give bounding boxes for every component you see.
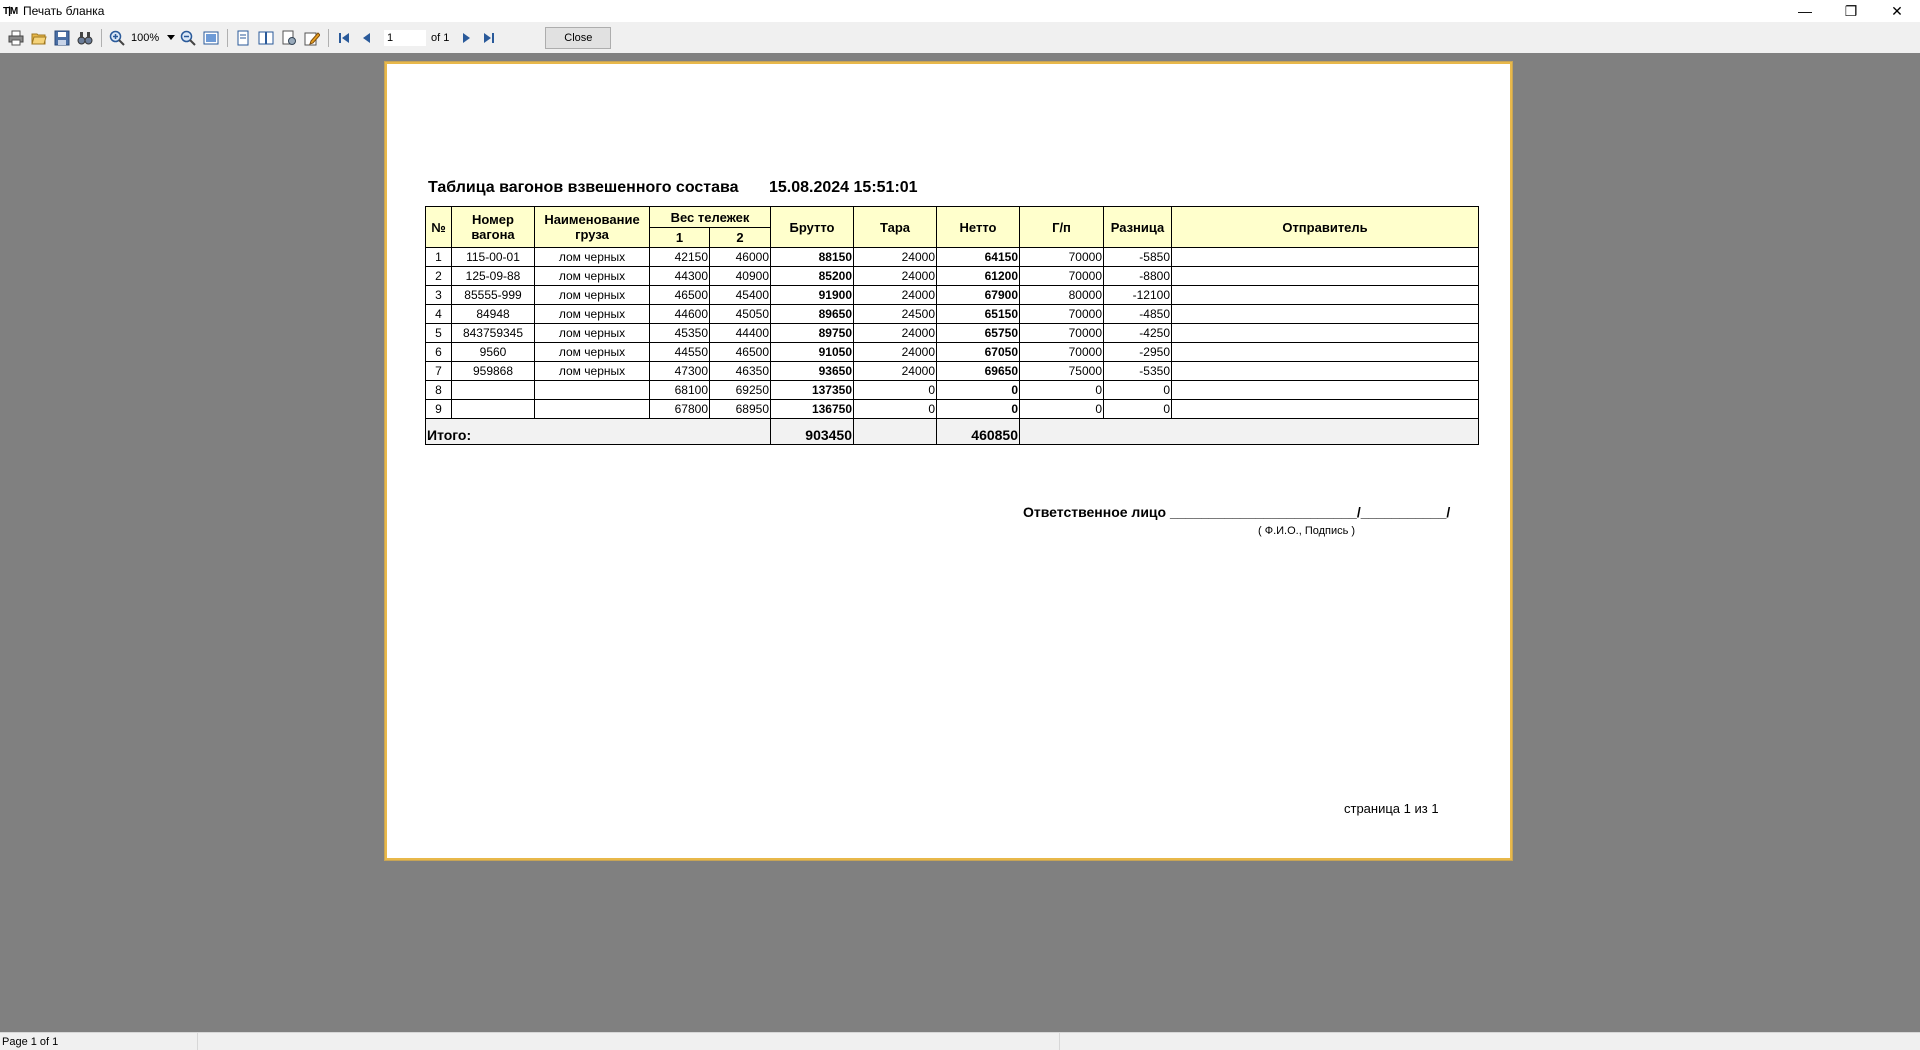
cell-diff: -5350	[1104, 362, 1172, 381]
minimize-button[interactable]: —	[1798, 3, 1812, 19]
table-row	[426, 267, 1479, 286]
cell-cargo: лом черных	[535, 362, 650, 381]
cell-tare: 24000	[854, 362, 937, 381]
cell-net: 61200	[937, 267, 1020, 286]
window-controls	[1782, 0, 1920, 22]
cell-sender	[1172, 305, 1479, 324]
cell-bogie-2: 44400	[710, 324, 771, 343]
app-icon: Т|М	[3, 5, 18, 17]
cell-gp: 0	[1020, 400, 1104, 419]
edit-pencil-icon	[304, 30, 320, 46]
page-setup-button[interactable]	[278, 27, 300, 49]
zoom-out-button[interactable]	[177, 27, 199, 49]
cell-net: 0	[937, 381, 1020, 400]
cell-tare: 24000	[854, 324, 937, 343]
cell-cargo: лом черных	[535, 267, 650, 286]
cell-sender	[1172, 286, 1479, 305]
cell-wagon: 125-09-88	[452, 267, 535, 286]
header-gross: Брутто	[771, 207, 854, 248]
first-page-button[interactable]	[333, 27, 355, 49]
cell-wagon: 85555-999	[452, 286, 535, 305]
next-page-icon	[458, 30, 474, 46]
cell-bogie-2: 45400	[710, 286, 771, 305]
header-bogie-2: 2	[710, 228, 771, 248]
cell-bogie-2: 68950	[710, 400, 771, 419]
cell-diff: 0	[1104, 400, 1172, 419]
cell-net: 64150	[937, 248, 1020, 267]
cell-net: 0	[937, 400, 1020, 419]
cell-diff: -5850	[1104, 248, 1172, 267]
header-cargo: Наименование груза	[535, 207, 650, 248]
cell-tare: 24500	[854, 305, 937, 324]
total-net: 460850	[937, 419, 1020, 445]
cell-gross: 85200	[771, 267, 854, 286]
find-button[interactable]	[74, 27, 96, 49]
cell-bogie-1: 42150	[650, 248, 710, 267]
cell-num: 3	[426, 286, 452, 305]
cell-num: 1	[426, 248, 452, 267]
folder-open-icon	[31, 30, 47, 46]
title-bar	[0, 0, 1920, 22]
page-number-input[interactable]	[383, 29, 427, 47]
toolbar-separator	[101, 29, 102, 47]
cell-sender	[1172, 381, 1479, 400]
cell-bogie-1: 67800	[650, 400, 710, 419]
cell-bogie-2: 46500	[710, 343, 771, 362]
table-row	[426, 343, 1479, 362]
full-screen-button[interactable]	[200, 27, 222, 49]
header-bogie-1: 1	[650, 228, 710, 248]
printer-icon	[8, 30, 24, 46]
cell-wagon: 9560	[452, 343, 535, 362]
report-title: Таблица вагонов взвешенного состава	[428, 179, 739, 196]
cell-wagon: 115-00-01	[452, 248, 535, 267]
cell-cargo: лом черных	[535, 286, 650, 305]
total-row	[426, 419, 1479, 445]
next-page-button[interactable]	[455, 27, 477, 49]
cell-diff: -4850	[1104, 305, 1172, 324]
page-number-footer: страница 1 из 1	[1344, 801, 1439, 816]
print-button[interactable]	[5, 27, 27, 49]
floppy-disk-icon	[54, 30, 70, 46]
cell-bogie-1: 68100	[650, 381, 710, 400]
status-page-text: Page 1 of 1	[0, 1033, 198, 1050]
cell-net: 65150	[937, 305, 1020, 324]
cell-gross: 89650	[771, 305, 854, 324]
header-sender: Отправитель	[1172, 207, 1479, 248]
previous-page-icon	[359, 30, 375, 46]
cell-gp: 70000	[1020, 324, 1104, 343]
cell-sender	[1172, 324, 1479, 343]
zoom-out-icon	[180, 30, 196, 46]
cell-wagon: 843759345	[452, 324, 535, 343]
cell-tare: 24000	[854, 248, 937, 267]
cell-num: 9	[426, 400, 452, 419]
single-page-icon	[235, 30, 251, 46]
cell-bogie-1: 44550	[650, 343, 710, 362]
status-segment	[198, 1033, 1060, 1050]
report-page	[385, 62, 1512, 860]
cell-num: 8	[426, 381, 452, 400]
total-rest-empty	[1020, 419, 1479, 445]
zoom-value: 100%	[131, 31, 160, 44]
table-row	[426, 286, 1479, 305]
cell-bogie-1: 44600	[650, 305, 710, 324]
first-page-icon	[336, 30, 352, 46]
cell-sender	[1172, 362, 1479, 381]
binoculars-icon	[77, 30, 93, 46]
edit-button[interactable]	[301, 27, 323, 49]
zoom-select[interactable]	[131, 32, 175, 44]
cell-gross: 91900	[771, 286, 854, 305]
cell-bogie-2: 45050	[710, 305, 771, 324]
cell-num: 6	[426, 343, 452, 362]
cell-gp: 70000	[1020, 267, 1104, 286]
cell-wagon: 84948	[452, 305, 535, 324]
previous-page-button[interactable]	[356, 27, 378, 49]
cell-num: 4	[426, 305, 452, 324]
cell-tare: 24000	[854, 343, 937, 362]
window-title: Печать бланка	[23, 4, 105, 18]
total-label: Итого:	[426, 419, 771, 445]
cell-cargo: лом черных	[535, 248, 650, 267]
header-bogie: Вес тележек	[650, 207, 771, 228]
cell-num: 7	[426, 362, 452, 381]
cell-diff: 0	[1104, 381, 1172, 400]
cell-gross: 88150	[771, 248, 854, 267]
signature-caption: ( Ф.И.О., Подпись )	[1258, 525, 1356, 537]
cell-gp: 70000	[1020, 343, 1104, 362]
two-pages-icon	[258, 30, 274, 46]
report-date: 15.08.2024 15:51:01	[769, 179, 918, 196]
cell-bogie-1: 46500	[650, 286, 710, 305]
single-page-button[interactable]	[232, 27, 254, 49]
close-button[interactable]: Close	[545, 27, 611, 49]
cell-cargo	[535, 400, 650, 419]
cell-wagon	[452, 400, 535, 419]
cell-num: 2	[426, 267, 452, 286]
cell-bogie-1: 45350	[650, 324, 710, 343]
cell-bogie-1: 47300	[650, 362, 710, 381]
cell-wagon	[452, 381, 535, 400]
toolbar-separator	[227, 29, 228, 47]
table-row	[426, 400, 1479, 419]
cell-bogie-2: 46000	[710, 248, 771, 267]
cell-bogie-1: 44300	[650, 267, 710, 286]
header-net: Нетто	[937, 207, 1020, 248]
cell-diff: -12100	[1104, 286, 1172, 305]
wagons-table	[425, 206, 1479, 445]
page-count-label: of 1	[431, 31, 450, 44]
two-pages-button[interactable]	[255, 27, 277, 49]
restore-button[interactable]: ❐	[1844, 2, 1858, 19]
cell-tare: 24000	[854, 286, 937, 305]
preview-toolbar	[0, 22, 1920, 53]
total-tare-empty	[854, 419, 937, 445]
cell-gp: 0	[1020, 381, 1104, 400]
cell-diff: -8800	[1104, 267, 1172, 286]
cell-sender	[1172, 267, 1479, 286]
cell-bogie-2: 69250	[710, 381, 771, 400]
table-row	[426, 381, 1479, 400]
header-diff: Разница	[1104, 207, 1172, 248]
cell-gp: 75000	[1020, 362, 1104, 381]
cell-cargo: лом черных	[535, 343, 650, 362]
cell-bogie-2: 46350	[710, 362, 771, 381]
cell-tare: 24000	[854, 267, 937, 286]
cell-tare: 0	[854, 400, 937, 419]
cell-cargo: лом черных	[535, 305, 650, 324]
cell-sender	[1172, 400, 1479, 419]
total-gross: 903450	[771, 419, 854, 445]
cell-bogie-2: 40900	[710, 267, 771, 286]
cell-gross: 136750	[771, 400, 854, 419]
cell-diff: -2950	[1104, 343, 1172, 362]
cell-sender	[1172, 343, 1479, 362]
cell-gp: 80000	[1020, 286, 1104, 305]
cell-wagon: 959868	[452, 362, 535, 381]
cell-net: 69650	[937, 362, 1020, 381]
last-page-icon	[481, 30, 497, 46]
toolbar-separator	[328, 29, 329, 47]
cell-gp: 70000	[1020, 248, 1104, 267]
cell-sender	[1172, 248, 1479, 267]
full-screen-icon	[203, 30, 219, 46]
table-row	[426, 305, 1479, 324]
cell-gross: 137350	[771, 381, 854, 400]
cell-net: 67900	[937, 286, 1020, 305]
cell-tare: 0	[854, 381, 937, 400]
cell-cargo	[535, 381, 650, 400]
table-row	[426, 362, 1479, 381]
last-page-button[interactable]	[478, 27, 500, 49]
header-num: №	[426, 207, 452, 248]
cell-num: 5	[426, 324, 452, 343]
cell-gp: 70000	[1020, 305, 1104, 324]
save-button[interactable]	[51, 27, 73, 49]
header-gp: Г/п	[1020, 207, 1104, 248]
cell-net: 67050	[937, 343, 1020, 362]
cell-gross: 93650	[771, 362, 854, 381]
cell-net: 65750	[937, 324, 1020, 343]
cell-gross: 91050	[771, 343, 854, 362]
table-row	[426, 324, 1479, 343]
header-tare: Тара	[854, 207, 937, 248]
table-row	[426, 248, 1479, 267]
chevron-down-icon	[167, 35, 175, 41]
status-bar	[0, 1032, 1920, 1050]
responsible-signature-line: Ответственное лицо ________________________/___________/	[1023, 504, 1451, 520]
header-wagon: Номер вагона	[452, 207, 535, 248]
cell-diff: -4250	[1104, 324, 1172, 343]
cell-cargo: лом черных	[535, 324, 650, 343]
zoom-in-button[interactable]	[106, 27, 128, 49]
zoom-in-icon	[109, 30, 125, 46]
open-button[interactable]	[28, 27, 50, 49]
page-setup-icon	[281, 30, 297, 46]
cell-gross: 89750	[771, 324, 854, 343]
window-close-button[interactable]: ✕	[1891, 2, 1903, 19]
